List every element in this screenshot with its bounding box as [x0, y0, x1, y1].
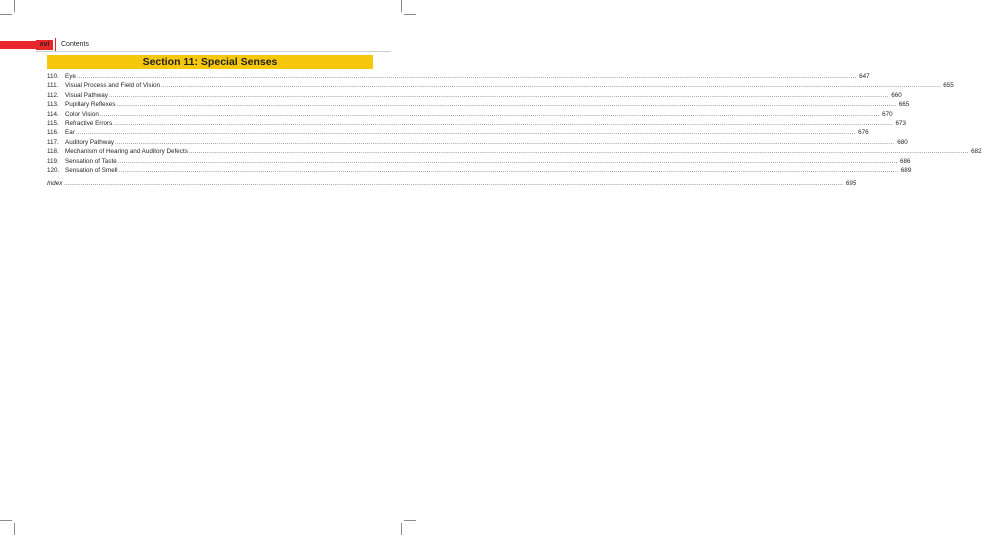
chapter-title: Auditory Pathway	[65, 138, 115, 146]
chapter-title: Sensation of Taste	[65, 157, 117, 165]
chapter-number: 115.	[47, 119, 59, 127]
section-banner	[47, 55, 373, 69]
header-rule	[36, 51, 391, 52]
chapter-title: Eye	[65, 73, 76, 80]
crop-mark	[404, 520, 416, 521]
toc-entry[interactable]	[47, 157, 911, 166]
dot-leader: ................................................................................................................................................................................................................................................................................................................................................................................................................	[117, 157, 898, 165]
crop-mark	[0, 14, 12, 15]
dot-leader: ................................................................................................................................................................................................................................................................................................................................................................................................................	[116, 101, 897, 109]
page-folio: xvi	[39, 41, 50, 48]
crop-mark	[14, 523, 15, 535]
toc-entry[interactable]	[47, 166, 912, 175]
chapter-title: Pupillary Reflexes	[65, 101, 116, 109]
toc-entry[interactable]	[47, 119, 907, 128]
chapter-number: 110.	[47, 73, 59, 80]
chapter-title: Visual Pathway	[65, 91, 108, 99]
page-number: 665	[898, 101, 910, 109]
header-divider	[55, 38, 56, 52]
chapter-number: 120.	[47, 166, 60, 174]
dot-leader: ................................................................................................................................................................................................................................................................................................................................................................................................................	[63, 180, 844, 188]
header-red-tab	[0, 41, 36, 49]
page-number: 682	[971, 148, 982, 156]
chapter-number: 119.	[47, 157, 59, 165]
chapter-number: 113.	[47, 101, 59, 109]
chapter-title: Ear	[65, 129, 75, 137]
chapter-title: Color Vision	[65, 110, 99, 118]
chapter-title: Refractive Errors	[65, 119, 113, 127]
dot-leader: ................................................................................................................................................................................................................................................................................................................................................................................................................	[113, 119, 894, 127]
dot-leader: ................................................................................................................................................................................................................................................................................................................................................................................................................	[75, 129, 856, 137]
dot-leader: ................................................................................................................................................................................................................................................................................................................................................................................................................	[99, 110, 880, 118]
toc-entry[interactable]	[47, 72, 870, 81]
dot-leader: ................................................................................................................................................................................................................................................................................................................................................................................................................	[108, 91, 889, 99]
dot-leader: ................................................................................................................................................................................................................................................................................................................................................................................................................	[188, 148, 969, 156]
toc-entry[interactable]	[47, 138, 908, 147]
toc-entry[interactable]	[47, 100, 910, 109]
chapter-number: 116.	[47, 129, 59, 137]
dot-leader: ................................................................................................................................................................................................................................................................................................................................................................................................................	[160, 82, 941, 90]
toc-entry[interactable]	[47, 128, 869, 137]
chapter-title: Visual Process and Field of Vision	[65, 82, 160, 90]
toc-entry[interactable]	[47, 81, 954, 90]
crop-mark	[0, 520, 12, 521]
page-number: 686	[899, 157, 911, 165]
toc-entry[interactable]	[47, 91, 902, 100]
toc-list	[47, 72, 982, 189]
index-title: Index	[47, 180, 63, 188]
chapter-number: 118.	[47, 148, 59, 156]
toc-index-entry[interactable]	[47, 179, 857, 188]
page-number: 660	[891, 91, 902, 99]
crop-mark	[14, 0, 15, 12]
page-number: 673	[895, 119, 907, 127]
toc-entry[interactable]	[47, 110, 893, 119]
chapter-title: Mechanism of Hearing and Auditory Defects	[65, 148, 188, 156]
section-title: Section 11: Special Senses	[142, 56, 278, 68]
page-number: 689	[900, 166, 912, 174]
crop-mark	[401, 523, 402, 535]
page-number: 647	[859, 73, 870, 80]
chapter-number: 111.	[47, 82, 59, 90]
dot-leader: ................................................................................................................................................................................................................................................................................................................................................................................................................	[118, 166, 899, 174]
index-page-number: 695	[845, 180, 857, 188]
page-number: 680	[897, 138, 908, 146]
page-number: 670	[882, 110, 893, 118]
dot-leader: ................................................................................................................................................................................................................................................................................................................................................................................................................	[76, 73, 857, 80]
chapter-number: 112.	[47, 91, 59, 99]
header-label: Contents	[61, 41, 90, 48]
chapter-number: 117.	[47, 138, 59, 146]
chapter-number: 114.	[47, 110, 59, 118]
chapter-title: Sensation of Smell	[65, 166, 118, 174]
page-number: 655	[943, 82, 954, 90]
crop-mark	[404, 14, 416, 15]
crop-mark	[401, 0, 402, 12]
dot-leader: ................................................................................................................................................................................................................................................................................................................................................................................................................	[115, 138, 895, 146]
running-header	[0, 38, 416, 54]
toc-entry[interactable]	[47, 147, 982, 156]
page-number: 676	[858, 129, 869, 137]
